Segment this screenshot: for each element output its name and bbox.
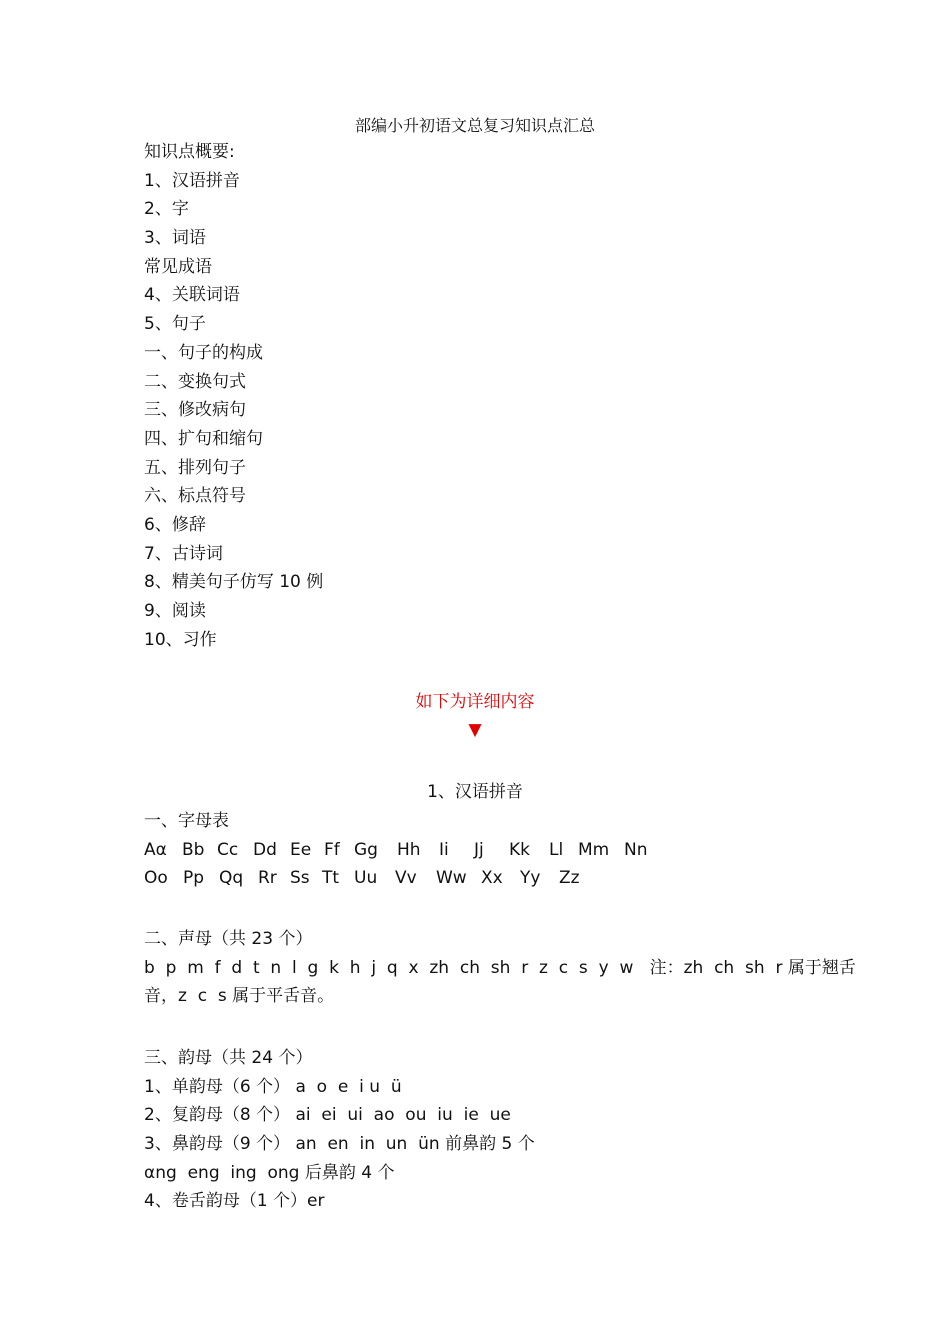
finals-section bbox=[144, 1044, 824, 1216]
letter-pair: Ss bbox=[290, 868, 310, 889]
letter-pair: Jj bbox=[474, 839, 484, 860]
toc-section bbox=[144, 138, 824, 654]
toc-item: 常见成语 bbox=[144, 256, 212, 277]
toc-item: 7、古诗词 bbox=[144, 543, 223, 564]
letter-pair: Vv bbox=[395, 868, 417, 889]
initials-section bbox=[144, 925, 856, 1011]
letter-pair: Kk bbox=[509, 839, 530, 860]
letter-pair: Bb bbox=[182, 839, 205, 860]
letter-pair: Rr bbox=[258, 868, 277, 889]
toc-item: 二、变换句式 bbox=[144, 371, 246, 392]
toc-item: 4、关联词语 bbox=[144, 285, 240, 306]
finals-item: 4、卷舌韵母（1 个）er bbox=[144, 1191, 325, 1212]
section-title: 1、汉语拼音 bbox=[427, 782, 523, 802]
letter-pair: Mm bbox=[578, 839, 610, 860]
alphabet-heading: 一、字母表 bbox=[144, 811, 229, 831]
finals-item: αng eng ing ong 后鼻韵 4 个 bbox=[144, 1162, 395, 1183]
toc-item: 8、精美句子仿写 10 例 bbox=[144, 572, 324, 593]
alphabet-row bbox=[144, 864, 824, 893]
alphabet-row bbox=[144, 836, 824, 865]
toc-heading: 知识点概要: bbox=[144, 142, 235, 162]
toc-item: 一、句子的构成 bbox=[144, 342, 263, 363]
toc-item: 六、标点符号 bbox=[144, 486, 246, 507]
toc-item: 1、汉语拼音 bbox=[144, 170, 240, 191]
letter-pair: Zz bbox=[559, 868, 580, 889]
letter-pair: Xx bbox=[481, 868, 503, 889]
toc-item: 三、修改病句 bbox=[144, 400, 246, 421]
toc-item: 9、阅读 bbox=[144, 601, 206, 621]
letter-pair: Gg bbox=[354, 839, 378, 860]
letter-pair: Uu bbox=[354, 868, 378, 889]
initials-text: b p m f d t n l g k h j q x zh ch sh r z c s y w 注：zh ch sh r 属于翘舌 bbox=[144, 957, 856, 978]
finals-heading: 三、韵母（共 24 个） bbox=[144, 1048, 313, 1068]
initials-heading: 二、声母（共 23 个） bbox=[144, 929, 313, 949]
letter-pair: Qq bbox=[219, 868, 244, 889]
letter-pair: Ww bbox=[436, 868, 467, 889]
toc-item: 6、修辞 bbox=[144, 514, 206, 535]
finals-item: 2、复韵母（8 个） ai ei ui ao ou iu ie ue bbox=[144, 1105, 511, 1126]
letter-pair: Pp bbox=[183, 868, 205, 889]
letter-pair: Tt bbox=[322, 868, 340, 889]
toc-item: 2、字 bbox=[144, 199, 189, 220]
letter-pair: Ee bbox=[290, 839, 312, 860]
letter-pair: Yy bbox=[520, 868, 541, 889]
document-title: 部编小升初语文总复习知识点汇总 bbox=[354, 116, 595, 135]
letter-pair: Ii bbox=[439, 839, 449, 860]
initials-text: 音，z c s 属于平舌音。 bbox=[144, 986, 335, 1007]
finals-item: 3、鼻韵母（9 个） an en in un ün 前鼻韵 5 个 bbox=[144, 1134, 535, 1155]
letter-pair: Dd bbox=[253, 839, 277, 860]
letter-pair: Cc bbox=[217, 839, 239, 860]
letter-pair: Aα bbox=[144, 839, 167, 860]
letter-pair: Ff bbox=[324, 839, 340, 860]
toc-item: 四、扩句和缩句 bbox=[144, 428, 263, 449]
alphabet-section bbox=[144, 807, 824, 893]
letter-pair: Oo bbox=[144, 868, 168, 889]
toc-item: 10、习作 bbox=[144, 629, 217, 650]
down-arrow-icon: ▼ bbox=[468, 720, 482, 740]
letter-pair: Ll bbox=[549, 839, 564, 860]
toc-item: 5、句子 bbox=[144, 314, 206, 335]
detail-note: 如下为详细内容 bbox=[415, 692, 535, 712]
toc-item: 3、词语 bbox=[144, 228, 206, 249]
finals-item: 1、单韵母（6 个） a o e i u ü bbox=[144, 1076, 402, 1097]
letter-pair: Nn bbox=[624, 839, 648, 860]
letter-pair: Hh bbox=[397, 839, 421, 860]
toc-item: 五、排列句子 bbox=[144, 457, 246, 478]
